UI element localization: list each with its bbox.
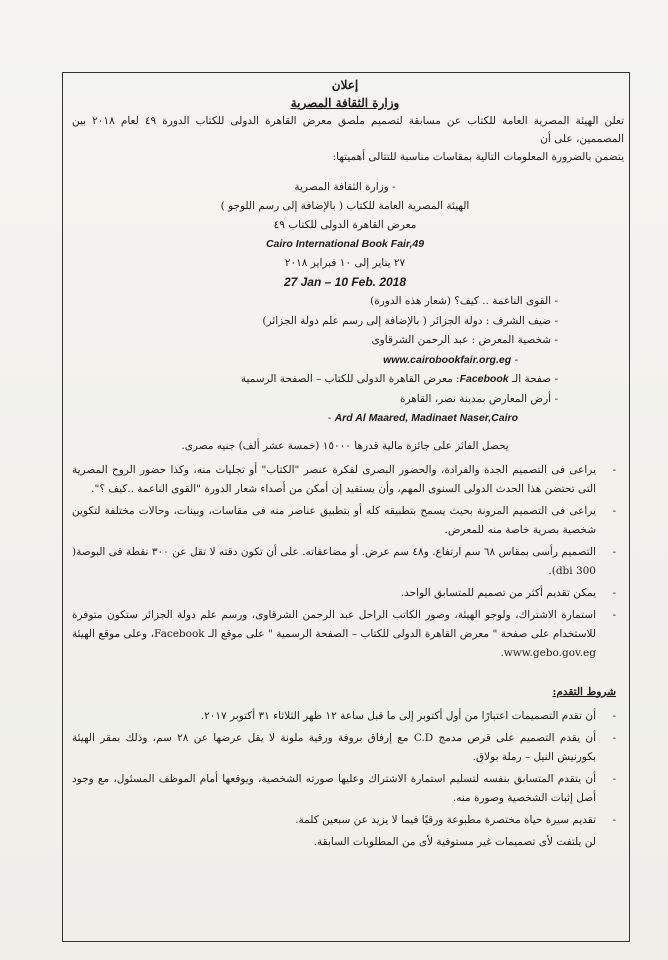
intro-paragraph: [62, 112, 628, 166]
condition-text: أن تقدم التصميمات اعتبارًا من أول أكتوبر إلى ما قبل ساعة ١٢ ظهر الثلاثاء ٣١ أكتوبر ٢٠١٧.: [200, 709, 596, 722]
slogan-line: - القوى الناعمة .. كيف؟ (شعار هذه الدورة): [370, 295, 558, 307]
rule-item: - التصميم رأسى بمقاس ٦٨ سم ارتفاع. و٤٨ سم عرض. أو مضاعفاته. على أن تكون دقته لا تقل عن ٣٠٠ نقطة فى البوصة( dbi 300).: [72, 545, 616, 577]
condition-text: لن يلتفت لأى تصميمات غير مستوفية لأى من المطلوبات السابقة.: [313, 835, 596, 848]
intro-line: تعلن الهيئة المصرية العامة للكتاب عن مسابقة لتصميم ملصق معرض القاهرة الدولى للكتاب الدورة ٤٩ لعام ٢٠١٨ بين المصممين، على أن: [72, 115, 624, 145]
persona-text: شخصية المعرض : عبد الرحمن الشرقاوى: [371, 334, 552, 346]
guest-text: ضيف الشرف : دولة الجزائر ( بالإضافة إلى رسم علم دولة الجزائر): [262, 314, 552, 327]
doc-title: إعلان: [331, 78, 359, 92]
condition-item: - تقديم سيرة حياة مختصرة مطبوعة ورقيًا فيما لا يزيد عن سبعين كلمة.: [295, 813, 616, 826]
rule-text: يراعى فى التصميم المرونة بحيث يسمح بتطبيقه كله أو بتطبيق عناصر منه فى مقاسات، وبينات، وحالات مختلفة لتكوين شخصية بصرية خاصة منه للمعرض.: [72, 504, 596, 536]
rule-item: - استمارة الاشتراك، ولوجو الهيئة، وصور الكاتب الراحل عبد الرحمن الشرقاوى، ورسم علم دولة الجزائر ستكون متوفرة للاستخدام على صفحة " معرض القاهرة الدولى للكتاب – الصفحة الرسمية " على موقع الـ Facebook، وعلى موقع الهيئة www.gebo.gov.eg.: [72, 608, 616, 659]
website-line: - www.cairobookfair.org.eg: [383, 353, 518, 366]
facebook-prefix: صفحة الـ: [511, 373, 552, 385]
condition-text: تقديم سيرة حياة مختصرة مطبوعة ورقيًا فيما لا يزيد عن سبعين كلمة.: [295, 813, 596, 826]
location-en-line: Ard Al Maared, Madinaet Naser,Cairo -: [327, 412, 518, 424]
location-en: Ard Al Maared, Madinaet Naser,Cairo: [334, 412, 518, 424]
intro-line: يتضمن بالضرورة المعلومات التالية بمقاسات مناسبة للتتالى أهميتها:: [332, 151, 624, 163]
facebook-word: Facebook: [459, 373, 509, 385]
details-list: [62, 292, 628, 429]
location-ar: أرض المعارض بمدينة نصر، القاهرة: [399, 392, 552, 405]
condition-item: - أن تقدم التصميمات اعتبارًا من أول أكتوبر إلى ما قبل ساعة ١٢ ظهر الثلاثاء ٣١ أكتوبر ٢٠١٧.: [200, 709, 616, 722]
dates-ar: ٢٧ يناير إلى ١٠ فبراير ٢٠١٨: [284, 257, 406, 269]
rule-text: يراعى فى التصميم الجدة والفرادة، والحضور البصرى لفكرة عنصر "الكتاب" أو تجليات منه، وكذا حضور الروح المصرية التى تحتضن هذا الحدث الدولى السنوى المهم، وأن يستفيد إن أمكن من أصداء شعار الدورة "القوى الناعمة ..كيف ؟".: [72, 463, 596, 495]
ministry-heading: وزارة الثقافة المصرية: [290, 96, 400, 110]
fair-name-en: Cairo International Book Fair,49: [265, 238, 425, 250]
website-link[interactable]: www.cairobookfair.org.eg: [383, 353, 512, 366]
persona-line: - شخصية المعرض : عبد الرحمن الشرقاوى: [371, 334, 558, 346]
info-line: معرض القاهرة الدولى للكتاب ٤٩: [273, 219, 417, 231]
info-line: الهيئة المصرية العامة للكتاب ( بالإضافة إلى رسم اللوجو ): [220, 200, 470, 212]
condition-text: أن يقدم التصميم على قرص مدمج C.D مع إرفاق بروفة ورقية ملونة لا يقل عرضها عن ٢٨ سم، وذلك بمقر الهيئة بكورنيش النيل – رملة بولاق.: [72, 731, 596, 763]
rule-item: - يراعى فى التصميم الجدة والفرادة، والحضور البصرى لفكرة عنصر "الكتاب" أو تجليات منه، وكذا حضور الروح المصرية التى تحتضن هذا الحدث الدولى السنوى المهم، وأن يستفيد إن أمكن من أصداء شعار الدورة "القوى الناعمة ..كيف ؟".: [72, 463, 616, 495]
info-line: - وزارة الثقافة المصرية: [294, 181, 396, 193]
rules-list: [62, 461, 628, 663]
conditions-heading: شروط التقدم:: [552, 685, 616, 698]
slogan-text: القوى الناعمة .. كيف؟ (شعار هذه الدورة): [370, 295, 552, 307]
rule-text: استمارة الاشتراك، ولوجو الهيئة، وصور الكاتب الراحل عبد الرحمن الشرقاوى، ورسم علم دولة الجزائر ستكون متوفرة للاستخدام على صفحة " معرض القاهرة الدولى للكتاب – الصفحة الرسمية " على موقع الـ Facebook، وعلى موقع الهيئة www.gebo.gov.eg.: [72, 608, 596, 659]
condition-item: [72, 833, 618, 852]
rule-text: التصميم رأسى بمقاس ٦٨ سم ارتفاع. و٤٨ سم عرض. أو مضاعفاته. على أن تكون دقته لا تقل عن ٣٠٠ نقطة فى البوصة( dbi 300).: [72, 545, 596, 577]
condition-item: - أن يتقدم المتسابق بنفسه لتسليم استمارة الاشتراك وعليها صورته الشخصية، ويوقعها أمام الموظف المسئول، مع وجود أصل إثبات الشخصية وصورة منه.: [72, 772, 616, 804]
condition-item: - أن يقدم التصميم على قرص مدمج C.D مع إرفاق بروفة ورقية ملونة لا يقل عرضها عن ٢٨ سم، وذلك بمقر الهيئة بكورنيش النيل – رملة بولاق.: [72, 731, 616, 763]
location-line: - أرض المعارض بمدينة نصر، القاهرة: [399, 392, 558, 405]
dates-en: 27 Jan – 10 Feb. 2018: [283, 275, 407, 289]
rule-item: - يراعى فى التصميم المرونة بحيث يسمح بتطبيقه كله أو بتطبيق عناصر منه فى مقاسات، وبينات، وحالات مختلفة لتكوين شخصية بصرية خاصة منه للمعرض.: [72, 504, 616, 536]
poster-info: [62, 178, 628, 292]
facebook-rest: : معرض القاهرة الدولى للكتاب – الصفحة الرسمية: [240, 373, 460, 385]
guest-line: - ضيف الشرف : دولة الجزائر ( بالإضافة إلى رسم علم دولة الجزائر): [262, 314, 558, 327]
announcement: [62, 76, 628, 855]
facebook-line: - صفحة الـ Facebook: معرض القاهرة الدولى للكتاب – الصفحة الرسمية: [240, 373, 558, 385]
conditions-list: [62, 707, 628, 852]
rule-text: يمكن تقديم أكثر من تصميم للمتسابق الواحد.: [400, 586, 596, 599]
condition-text: أن يتقدم المتسابق بنفسه لتسليم استمارة الاشتراك وعليها صورته الشخصية، ويوقعها أمام الموظف المسئول، مع وجود أصل إثبات الشخصية وصورة منه.: [72, 772, 596, 804]
rule-item: - يمكن تقديم أكثر من تصميم للمتسابق الواحد.: [400, 586, 616, 599]
prize-line: يحصل الفائز على جائزة مالية قدرها ١٥٠٠٠ (خمسة عشر ألف) جنيه مصرى.: [181, 439, 509, 452]
